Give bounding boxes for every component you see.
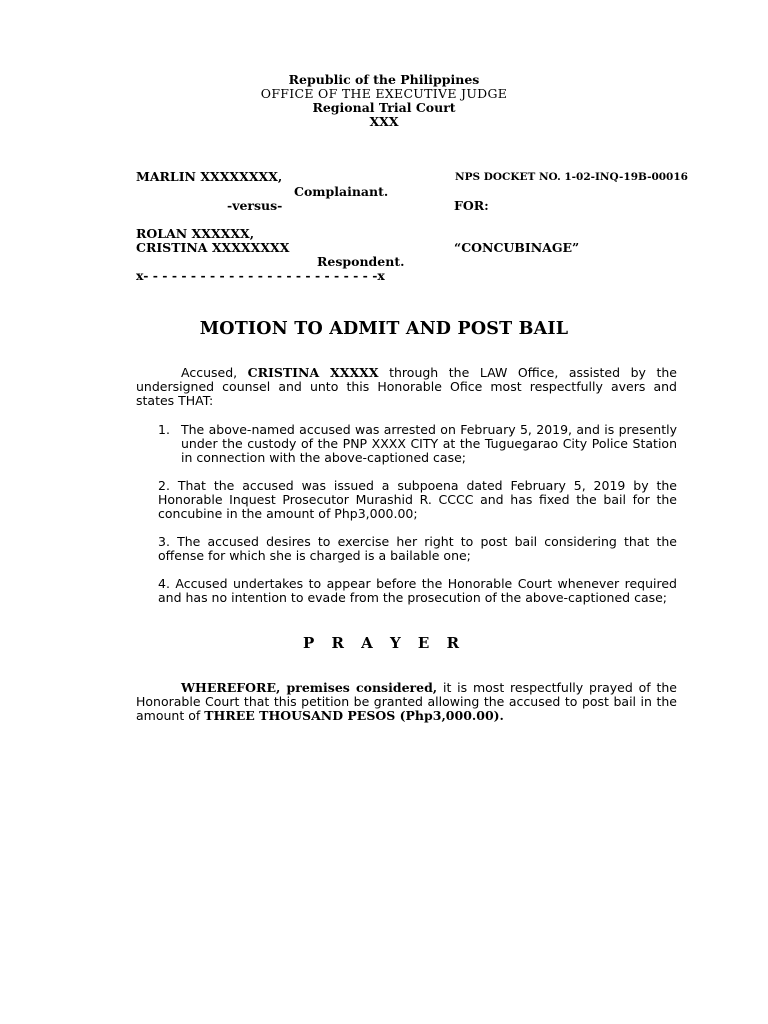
intro-after: through the LAW Office, assisted by the undersigned counsel and unto this Honorable Ofice most respectfully avers and states THAT:: [136, 365, 677, 408]
item-3-text: 3. The accused desires to exercise her right to post bail considering that the offense for which she is charged is a bailable one;: [158, 534, 677, 563]
intro-before: Accused,: [181, 365, 248, 380]
respondent-name-2: CRISTINA XXXXXXXX: [136, 240, 290, 255]
item-1-text: The above-named accused was arrested on February 5, 2019, and is presently under the custody of the PNP XXXX CITY at the Tuguegarao City Police Station in connection with the above-captioned case;: [181, 422, 677, 465]
prayer-paragraph: [136, 681, 677, 723]
respondent-label: Respondent.: [317, 254, 405, 269]
prayer-heading: P R A Y E R: [302, 634, 466, 652]
complainant-label: Complainant.: [294, 184, 389, 199]
docket-number: NPS DOCKET NO. 1-02-INQ-19B-00016: [455, 171, 688, 183]
intro-paragraph: [136, 366, 677, 408]
header-court: Regional Trial Court: [312, 100, 456, 115]
header-office: OFFICE OF THE EXECUTIVE JUDGE: [260, 86, 508, 101]
for-label: FOR:: [454, 198, 489, 213]
prayer-amount: THREE THOUSAND PESOS (Php3,000.00).: [204, 708, 504, 723]
header-location: XXX: [369, 114, 399, 129]
accused-name: CRISTINA XXXXX: [247, 365, 379, 380]
charge-label: “CONCUBINAGE”: [454, 240, 580, 255]
versus-label: -versus-: [227, 198, 283, 213]
complainant-name: MARLIN XXXXXXXX,: [136, 169, 283, 184]
caption-separator: x- - - - - - - - - - - - - - - - - - - - - - - - -x: [136, 268, 385, 283]
item-4-text: 4. Accused undertakes to appear before the Honorable Court whenever required and has no intention to evade from the prosecution of the above-captioned case;: [158, 576, 677, 605]
item-2-text: 2. That the accused was issued a subpoena dated February 5, 2019 by the Honorable Inquest Prosecutor Murashid R. CCCC and has fixed the bail for the concubine in the amount of Php3,000.00;: [158, 478, 677, 521]
item-1-number: 1.: [158, 422, 170, 437]
header-republic: Republic of the Philippines: [288, 72, 480, 87]
prayer-body: it is most respectfully prayed of the Honorable Court that this petition be granted allowing the accused to post bail in the amount of: [136, 680, 677, 723]
document-title: MOTION TO ADMIT AND POST BAIL: [199, 319, 569, 339]
prayer-wherefore: WHEREFORE, premises considered,: [181, 680, 438, 695]
respondent-name-1: ROLAN XXXXXX,: [136, 226, 255, 241]
